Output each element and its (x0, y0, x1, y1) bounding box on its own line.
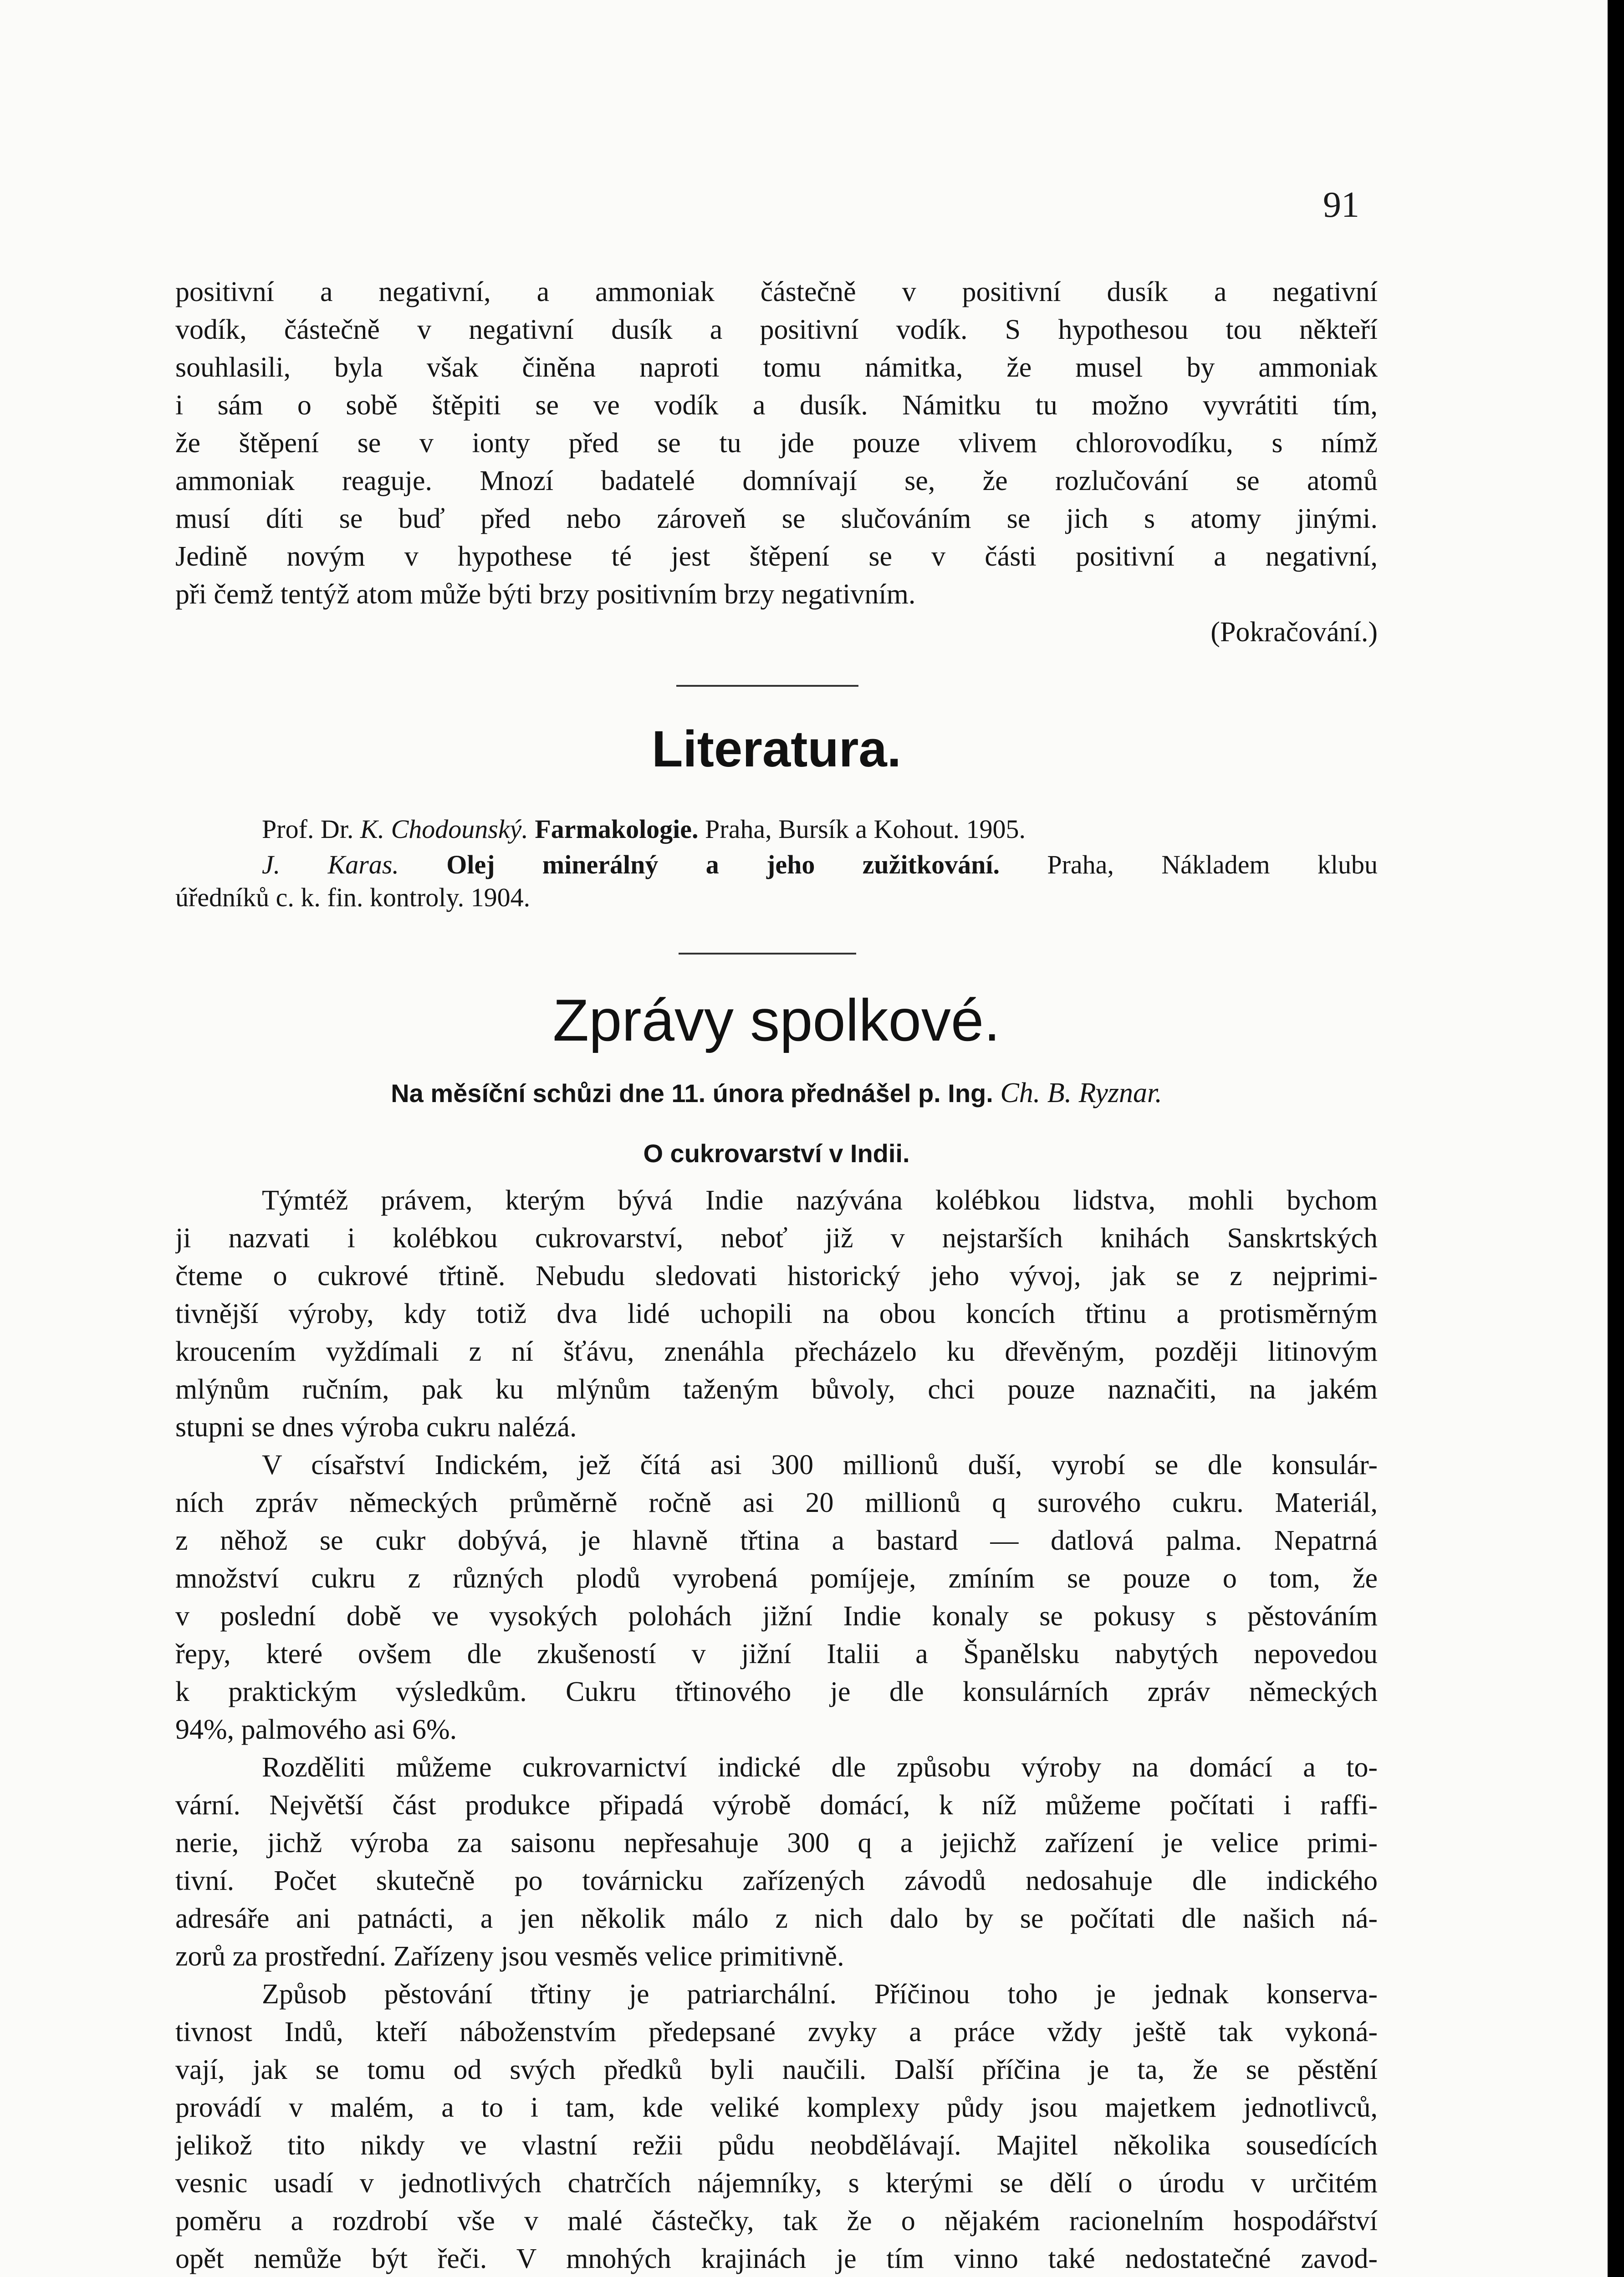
article-line: ji nazvati i kolébkou cukrovarství, neboť již v nejstarších knihách Sanskrtských (175, 1223, 1378, 1254)
article-line: vesnic usadí v jednotlivých chatrčích nájemníky, s kterými se dělí o úrodu v určitém (175, 2168, 1378, 2199)
literature-entry-2 (175, 848, 1378, 914)
article-line: poměru a rozdrobí vše v malé částečky, tak že o nějakém racionelním hospodářství (175, 2206, 1378, 2236)
meeting-line (175, 1077, 1378, 1109)
entry2-work: Olej minerálný a jeho zužitkování. (446, 850, 1000, 879)
entry1-author: K. Chodounský. (360, 814, 528, 844)
article-line: množství cukru z různých plodů vyrobená pomíjeje, zmíním se pouze o tom, že (175, 1563, 1378, 1594)
intro-line: ammoniak reaguje. Mnozí badatelé domnívají se, že rozlučování se atomů (175, 465, 1378, 496)
literature-entry-1 (175, 813, 1378, 846)
article-line: vární. Největší část produkce připadá výrobě domácí, k níž můžeme počítati i raffi- (175, 1790, 1378, 1821)
article-line: jelikož tito nikdy ve vlastní režii půdu neobdělávají. Majitel několika sousedících (175, 2130, 1378, 2161)
intro-line: positivní a negativní, a ammoniak částečně v positivní dusík a negativní (175, 276, 1378, 307)
entry1-work: Farmakologie. (535, 814, 699, 844)
article-line: V císařství Indickém, jež čítá asi 300 millionů duší, vyrobí se dle konsulár- (262, 1450, 1378, 1481)
divider-rule-2 (679, 953, 856, 955)
article-line: zorů za prostřední. Zařízeny jsou vesměs velice primitivně. (175, 1941, 844, 1972)
intro-line: vodík, částečně v negativní dusík a positivní vodík. S hypothesou tou někteří (175, 314, 1378, 345)
divider-rule (676, 685, 858, 687)
article-line: provádí v malém, a to i tam, kde veliké komplexy půdy jsou majetkem jednotlivců, (175, 2092, 1378, 2123)
article-line: v poslední době ve vysokých polohách jižní Indie konaly se pokusy s pěstováním (175, 1601, 1378, 1632)
article-line: adresáře ani patnácti, a jen několik málo z nich dalo by se počítati dle našich ná- (175, 1903, 1378, 1934)
page-number: 91 (1323, 185, 1359, 225)
continued-note: (Pokračování.) (1210, 617, 1378, 648)
article-line: opět nemůže být řeči. V mnohých krajinách je tím vinno také nedostatečné zavod- (175, 2243, 1378, 2274)
article-line: k praktickým výsledkům. Cukru třtinového je dle konsulárních zpráv německých (175, 1676, 1378, 1707)
meeting-speaker: Ch. B. Ryznar. (1000, 1077, 1162, 1108)
article-line: kroucením vyždímali z ní šťávu, znenáhla přecházelo ku dřevěným, později litinovým (175, 1336, 1378, 1367)
entry1-rest: Praha, Bursík a Kohout. 1905. (705, 814, 1026, 844)
article-line: ních zpráv německých průměrně ročně asi 20 millionů q surového cukru. Materiál, (175, 1487, 1378, 1518)
entry2-line2: úředníků c. k. fin. kontroly. 1904. (175, 883, 531, 912)
intro-line: při čemž tentýž atom může býti brzy positivním brzy negativním. (175, 579, 916, 610)
intro-paragraph (175, 273, 1378, 651)
intro-line: musí díti se buď před nebo zároveň se slučováním se jich s atomy jinými. (175, 503, 1378, 534)
article-line: Týmtéž právem, kterým bývá Indie nazývána kolébkou lidstva, mohli bychom (262, 1185, 1378, 1216)
article-line: tivní. Počet skutečně po továrnicku zařízených závodů nedosahuje dle indického (175, 1865, 1378, 1896)
article-body (175, 1182, 1378, 2277)
article-line: řepy, které ovšem dle zkušeností v jižní Italii a Španělsku nabytých nepovedou (175, 1639, 1378, 1669)
intro-line: i sám o sobě štěpiti se ve vodík a dusík. Námitku tu možno vyvrátiti tím, (175, 390, 1378, 421)
article-line: čteme o cukrové třtině. Nebudu sledovati historický jeho vývoj, jak se z nejprimi- (175, 1261, 1378, 1292)
literatura-heading: Literatura. (652, 720, 901, 777)
article-line: Způsob pěstování třtiny je patriarchální. Příčinou toho je jednak konserva- (262, 1979, 1378, 2010)
article-subtitle: O cukrovarství v Indii. (643, 1139, 910, 1168)
intro-line: souhlasili, byla však činěna naproti tomu námitka, že musel by ammoniak (175, 352, 1378, 383)
entry1-prefix: Prof. Dr. (262, 814, 354, 844)
entry2-author: J. Karas. (262, 850, 399, 879)
article-line: mlýnům ručním, pak ku mlýnům taženým bůvoly, chci pouze naznačiti, na jakém (175, 1374, 1378, 1405)
article-line: vají, jak se tomu od svých předků byli naučili. Další příčina je ta, že se pěstění (175, 2054, 1378, 2085)
meeting-prefix: Na měsíční schůzi dne 11. února přednášel p. Ing. (391, 1079, 993, 1108)
zpravy-heading: Zprávy spolkové. (552, 987, 1001, 1053)
article-line: tivnější výroby, kdy totiž dva lidé uchopili na obou koncích třtinu a protisměrným (175, 1298, 1378, 1329)
article-line: 94%, palmového asi 6%. (175, 1714, 457, 1745)
article-line: Rozděliti můžeme cukrovarnictví indické dle způsobu výroby na domácí a to- (262, 1752, 1378, 1783)
intro-line: že štěpení se v ionty před se tu jde pouze vlivem chlorovodíku, s nímž (175, 428, 1378, 459)
article-line: stupni se dnes výroba cukru nalézá. (175, 1412, 577, 1443)
article-line: z něhož se cukr dobývá, je hlavně třtina a bastard — datlová palma. Nepatrná (175, 1525, 1378, 1556)
entry2-rest: Praha, Nákladem klubu (1047, 850, 1378, 879)
intro-line: Jedině novým v hypothese té jest štěpení se v části positivní a negativní, (175, 541, 1378, 572)
article-line: nerie, jichž výroba za saisonu nepřesahuje 300 q a jejichž zařízení je velice primi- (175, 1828, 1378, 1858)
article-line: tivnost Indů, kteří náboženstvím předepsané zvyky a práce vždy ještě tak vykoná- (175, 2017, 1378, 2047)
